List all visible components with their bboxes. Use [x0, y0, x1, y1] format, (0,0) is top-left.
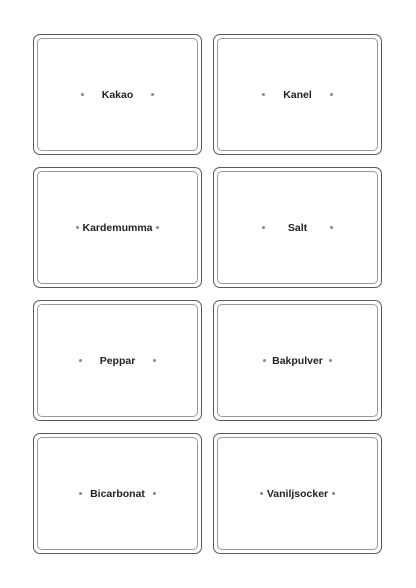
label-row: [214, 355, 381, 367]
right-dot-icon: [330, 93, 333, 96]
spice-name: Peppar: [99, 354, 136, 367]
spice-label-card: [33, 300, 202, 421]
label-row: [34, 89, 201, 101]
right-dot-icon: [151, 93, 154, 96]
label-row: [34, 222, 201, 234]
spice-label-card: [213, 34, 382, 155]
spice-name: Salt: [287, 221, 308, 234]
label-row: [34, 488, 201, 500]
label-row: [214, 222, 381, 234]
right-dot-icon: [332, 492, 335, 495]
spice-label-card: [213, 167, 382, 288]
right-dot-icon: [329, 359, 332, 362]
right-dot-icon: [153, 359, 156, 362]
spice-label-card: [33, 34, 202, 155]
spice-name: Kardemumma: [82, 221, 153, 234]
spice-name: Kakao: [101, 88, 134, 101]
spice-name: Vaniljsocker: [266, 487, 329, 500]
spice-label-card: [33, 167, 202, 288]
spice-label-card: [33, 433, 202, 554]
right-dot-icon: [153, 492, 156, 495]
spice-label-card: [213, 433, 382, 554]
right-dot-icon: [156, 226, 159, 229]
spice-name: Kanel: [283, 88, 312, 101]
label-row: [34, 355, 201, 367]
spice-name: Bakpulver: [272, 354, 323, 367]
right-dot-icon: [330, 226, 333, 229]
label-row: [214, 89, 381, 101]
label-row: [214, 488, 381, 500]
spice-label-card: [213, 300, 382, 421]
spice-name: Bicarbonat: [90, 487, 145, 500]
